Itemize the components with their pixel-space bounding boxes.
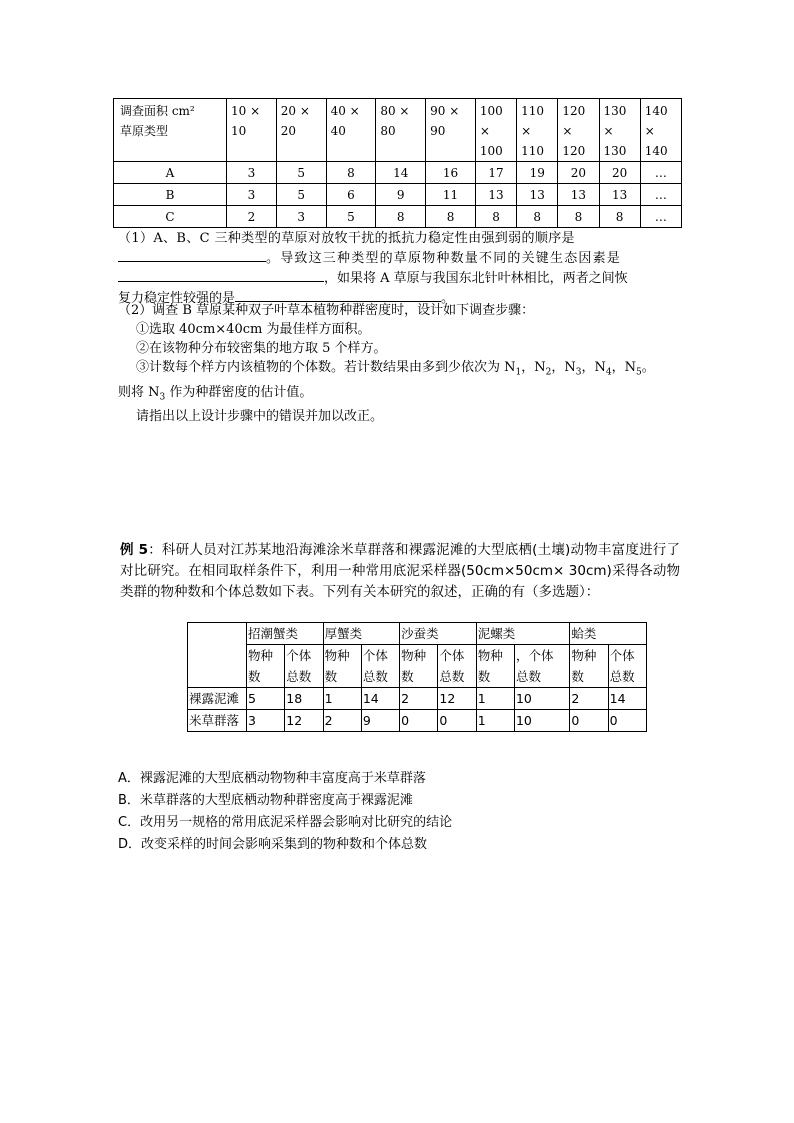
q2-text: ，N — [551, 360, 576, 375]
cell: 2 — [227, 206, 277, 228]
cell: 1 — [323, 688, 361, 710]
cell: 14 — [376, 162, 426, 184]
sub-header — [247, 645, 285, 688]
sub-header-line: 物种 — [248, 648, 274, 663]
sub-header-line: 个体 — [286, 648, 312, 663]
sub-header-line: 总数 — [439, 669, 465, 684]
cell: … — [640, 206, 681, 228]
area-header-cell — [599, 99, 640, 162]
sub-header-line: 个体 — [439, 648, 465, 663]
table2-corner-cell — [188, 623, 247, 688]
subscript: 3 — [159, 392, 166, 403]
sub-header-line: 物种 — [571, 648, 597, 663]
q2-text: 。 — [641, 360, 655, 375]
area-line: 130 — [603, 144, 627, 158]
cell: 13 — [475, 184, 516, 206]
cell: 3 — [276, 206, 326, 228]
q1-line2 — [118, 248, 680, 268]
sub-header-line: 总数 — [362, 669, 388, 684]
cell: 2 — [400, 688, 438, 710]
area-line: 10 × — [231, 104, 261, 118]
cell: 20 — [599, 162, 640, 184]
row-label: 米草群落 — [188, 710, 247, 732]
q2-text: ，N — [521, 360, 546, 375]
cell: 9 — [376, 184, 426, 206]
table-row — [188, 688, 647, 710]
cell: 19 — [517, 162, 558, 184]
area-header-cell — [640, 99, 681, 162]
area-header-cell — [227, 99, 277, 162]
group-header: 招潮蟹类 — [247, 623, 324, 645]
cell: 17 — [475, 162, 516, 184]
answer-blank[interactable] — [235, 288, 441, 302]
answer-options — [118, 768, 678, 856]
area-header-cell — [517, 99, 558, 162]
table-row — [114, 184, 682, 206]
row-type: C — [114, 206, 227, 228]
cell: 8 — [517, 206, 558, 228]
table-row — [114, 206, 682, 228]
subscript: 5 — [636, 367, 642, 378]
cell: 8 — [558, 206, 599, 228]
cell: 10 — [514, 688, 569, 710]
q2-text: 则将 N — [118, 384, 160, 400]
sub-header-line: 数 — [248, 669, 261, 684]
area-line: × — [603, 124, 614, 138]
area-line: 40 × — [330, 104, 360, 118]
q2-intro: （2）调查 B 草原某种双子叶草本植物种群密度时，设计如下调查步骤： — [118, 303, 535, 318]
q2-step-1: ①选取 40cm×40cm 为最佳样方面积。 — [136, 322, 371, 337]
q1-text: 。导致这三种类型的草原物种数量不同的关键生态因素是 — [266, 251, 622, 266]
cell: 14 — [608, 688, 646, 710]
area-header-cell — [475, 99, 516, 162]
cell: 0 — [608, 710, 646, 732]
cell: 8 — [376, 206, 426, 228]
cell: 6 — [326, 184, 376, 206]
grassland-species-table — [113, 98, 682, 228]
q2-step-2: ②在该物种分布较密集的地方取 5 个样方。 — [136, 341, 387, 356]
area-line: 40 — [330, 124, 346, 138]
sub-header-line: 数 — [477, 669, 491, 684]
answer-blank[interactable] — [118, 248, 266, 262]
sub-header — [514, 645, 569, 688]
q2-step-3 — [118, 358, 688, 383]
q2-instruction: 请指出以上设计步骤中的错误并加以改正。 — [136, 409, 384, 425]
group-header: 沙蚕类 — [400, 623, 477, 645]
area-line: × — [562, 124, 573, 138]
sub-header — [438, 645, 476, 688]
area-line: 140 — [644, 144, 668, 158]
sub-header-line: 物种 — [324, 648, 350, 663]
cell: 0 — [570, 710, 608, 732]
table2-subheader-row — [188, 645, 647, 688]
area-line: 120 — [562, 144, 586, 158]
cell: 14 — [361, 688, 399, 710]
option-a[interactable]: A．裸露泥滩的大型底栖动物物种丰富度高于米草群落 — [118, 771, 426, 786]
example-5 — [120, 540, 680, 603]
sub-header-line: 数 — [401, 669, 414, 684]
sub-header-line: 物种 — [401, 648, 427, 663]
sub-header — [608, 645, 646, 688]
area-line: 100 — [479, 144, 503, 158]
area-line: 100 — [479, 104, 503, 118]
cell: 12 — [285, 710, 323, 732]
area-line: 20 × — [280, 104, 310, 118]
q1-text: ，如果将 A 草原与我国东北针叶林相比，两者之间恢 — [324, 271, 628, 286]
sub-header — [400, 645, 438, 688]
sub-header-line: 数 — [324, 669, 338, 684]
cell: 13 — [517, 184, 558, 206]
q1-text: （1）A、B、C 三种类型的草原对放牧干扰的抵抗力稳定性由强到弱的顺序是 — [118, 231, 575, 246]
sub-header — [361, 645, 399, 688]
cell: 13 — [558, 184, 599, 206]
q2-text: 作为种群密度的估计值。 — [165, 384, 313, 400]
cell: 3 — [247, 710, 285, 732]
area-line: 110 — [521, 104, 545, 118]
row-type: A — [114, 162, 227, 184]
q1-text: 。 — [441, 291, 455, 306]
sub-header-line: 物种 — [477, 648, 503, 663]
q2-text: ③计数每个样方内该植物的个体数。若计数结果由多到少依次为 N — [136, 360, 516, 375]
cell: 1 — [476, 710, 514, 732]
cell: 2 — [570, 688, 608, 710]
group-header: 泥螺类 — [476, 623, 570, 645]
q1-text: 复力稳定性较强的是 — [118, 291, 236, 306]
cell: 11 — [426, 184, 476, 206]
cell: 0 — [400, 710, 438, 732]
cell: 8 — [599, 206, 640, 228]
cell: … — [640, 184, 681, 206]
sub-header-line: 总数 — [609, 669, 635, 684]
table-row — [114, 162, 682, 184]
area-header-cell — [426, 99, 476, 162]
area-line: 120 — [562, 104, 586, 118]
cell: 2 — [323, 710, 361, 732]
sub-header-line: 数 — [571, 669, 584, 684]
area-line: × — [479, 124, 490, 138]
subscript: 1 — [515, 367, 522, 378]
q2-step-3-cont — [118, 383, 688, 408]
area-header-cell — [326, 99, 376, 162]
cell: 8 — [426, 206, 476, 228]
area-line: 90 — [430, 124, 446, 138]
benthic-animal-table — [187, 622, 647, 732]
q2-text: ，N — [581, 360, 606, 375]
sub-header-line: 总数 — [515, 669, 541, 684]
sub-header — [476, 645, 514, 688]
sub-header — [323, 645, 361, 688]
question-2 — [118, 301, 688, 426]
sub-header-line: ，个体 — [515, 648, 554, 663]
area-line: 10 — [231, 124, 247, 138]
cell: 5 — [276, 184, 326, 206]
cell: 13 — [599, 184, 640, 206]
group-header: 厚蟹类 — [323, 623, 400, 645]
area-line: 130 — [603, 104, 627, 118]
table2-group-row — [188, 623, 647, 645]
cell: 9 — [361, 710, 399, 732]
cell: 5 — [247, 688, 285, 710]
option-b[interactable]: B．米草群落的大型底栖动物种群密度高于裸露泥滩 — [118, 793, 413, 808]
option-c[interactable]: C．改用另一规格的常用底泥采样器会影响对比研究的结论 — [118, 815, 453, 830]
area-line: 80 — [380, 124, 396, 138]
cell: 1 — [476, 688, 514, 710]
question-1 — [118, 229, 680, 308]
answer-blank[interactable] — [118, 268, 324, 282]
cell: 8 — [326, 162, 376, 184]
area-line: 140 — [644, 104, 668, 118]
q1-line3 — [118, 268, 680, 288]
sub-header-line: 总数 — [286, 669, 312, 684]
area-line: 110 — [521, 144, 545, 158]
area-header-cell — [376, 99, 426, 162]
table1-corner-cell — [114, 99, 227, 162]
sub-header — [285, 645, 323, 688]
area-line: 80 × — [380, 104, 410, 118]
row-type: B — [114, 184, 227, 206]
cell: 16 — [426, 162, 476, 184]
area-line: 90 × — [430, 104, 460, 118]
header-type-label: 草原类型 — [120, 124, 169, 138]
cell: 20 — [558, 162, 599, 184]
cell: 5 — [276, 162, 326, 184]
cell: … — [640, 162, 681, 184]
area-line: × — [644, 124, 655, 138]
cell: 3 — [227, 184, 277, 206]
sub-header-line: 个体 — [609, 648, 635, 663]
example-text: ：科研人员对江苏某地沿海滩涂米草群落和裸露泥滩的大型底栖(土壤)动物丰富度进行了对比研究。在相同取样条件下，利用一种常用底泥采样器(50cm×50cm× 30cm)采得各动物类群的物种数和个体总数如下表。下列有关本研究的叙述，正确的有（多选题）： — [120, 542, 680, 600]
example-label: 例 5 — [120, 542, 149, 558]
sub-header-line: 个体 — [362, 648, 388, 663]
cell: 5 — [326, 206, 376, 228]
area-line: × — [521, 124, 532, 138]
cell: 12 — [438, 688, 476, 710]
area-header-cell — [276, 99, 326, 162]
sub-header — [570, 645, 608, 688]
option-d[interactable]: D．改变采样的时间会影响采集到的物种数和个体总数 — [118, 837, 428, 852]
cell: 10 — [514, 710, 569, 732]
subscript: 3 — [575, 367, 582, 378]
cell: 8 — [475, 206, 516, 228]
area-header-cell — [558, 99, 599, 162]
cell: 3 — [227, 162, 277, 184]
cell: 0 — [438, 710, 476, 732]
table1-header-row — [114, 99, 682, 162]
q1-line1 — [118, 229, 680, 248]
q2-text: ，N — [611, 360, 637, 375]
group-header: 蛤类 — [570, 623, 647, 645]
row-label: 裸露泥滩 — [188, 688, 247, 710]
table-row — [188, 710, 647, 732]
subscript: 2 — [545, 367, 552, 378]
area-line: 20 — [280, 124, 297, 138]
header-area-label: 调查面积 cm² — [120, 104, 195, 118]
cell: 18 — [285, 688, 323, 710]
subscript: 4 — [605, 367, 612, 378]
